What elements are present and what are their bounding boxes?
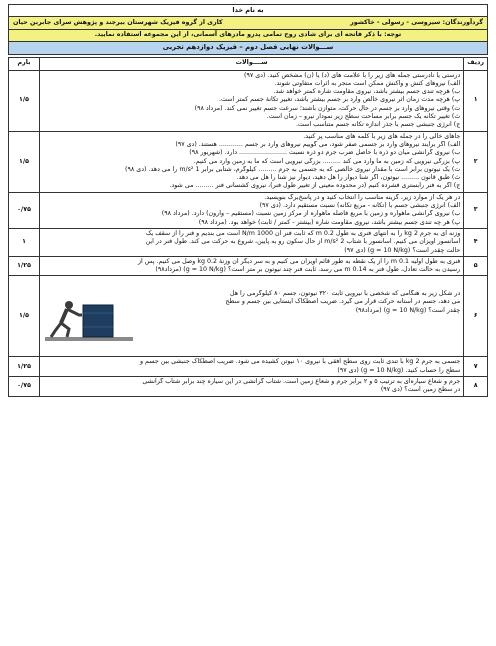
question-row-7 bbox=[9, 357, 488, 377]
question-row-6 bbox=[9, 276, 488, 357]
question-line: در سطح زمین است؟ (دی ۹۷) bbox=[380, 386, 461, 394]
question-line: جاهای خالی را در جمله های زیر با کلمه های مناسب پر کنید. bbox=[303, 132, 461, 140]
question-number: ۸ bbox=[464, 377, 488, 397]
question-line: ب) هرچه تندی جسم بیشتر باشد، نیروی مقاومت شاره کمتر خواهد شد. bbox=[273, 88, 461, 96]
question-line: در هر یک از موارد زیر، گزینه مناسب را انتخاب کنید و در پاسخ‌برگ بنویسید. bbox=[264, 193, 461, 201]
col-questions-header: ســــوالات bbox=[40, 57, 464, 70]
question-score: ۱/۵ bbox=[9, 131, 40, 192]
question-line: الف) انرژی جنبشی جسم با (تکانه - مربع تکانه) نسبت مستقیم دارد. (دی ۹۷) bbox=[259, 202, 461, 210]
question-number: ۵ bbox=[464, 256, 488, 276]
question-line: حالت چقدر است؟ (g = 10 N/kg) (دی ۹۷) bbox=[344, 246, 461, 254]
question-line: در شکل زیر به هنگامی که شخصی با نیرویی ثابت ۳۲۰ نیوتون، جسم ۸۰ کیلوگرمی را هل bbox=[229, 289, 461, 297]
question-line: ب) نیروی گرانشی میان دو ذره با حاصل ضرب جرم دو ذره نسبت ........................ دارد. (شهریور ۹۸) bbox=[189, 149, 461, 157]
question-line: درستی یا نادرستی جمله های زیر را با علامت های (د) یا (ن) مشخص کنید. (دی ۹۷) bbox=[244, 71, 461, 79]
question-number: ۲ bbox=[464, 131, 488, 192]
question-line: جسمی به جرم 2 kg با تندی ثابت روی سطح افقی با نیروی ۱۰ نیوتن کشیده می شود. ضریب اصطکاک جنبشی بین جسم و bbox=[139, 358, 461, 366]
question-number: ۳ bbox=[464, 192, 488, 228]
question-score: ۱/۵ bbox=[9, 276, 40, 357]
question-line: ث) تغییر تکانه یک جسم برابر مساحت سطح زیر نمودار نیرو – زمان است. bbox=[266, 113, 461, 121]
question-line: ج) انرژی جنبشی جسم با جذر اندازه تکانه جسم متناسب است. bbox=[295, 121, 461, 129]
question-line: جرم و شعاع سیاره‌ای به ترتیب ۵ و ۲ برابر جرم و شعاع زمین است. شتاب گرانشی در این سیاره چند برابر شتاب گرانشی bbox=[142, 378, 461, 386]
questions-table bbox=[8, 57, 488, 397]
question-score: ۰/۷۵ bbox=[9, 377, 40, 397]
table-header-row bbox=[9, 57, 488, 70]
person-pushing-box-figure bbox=[43, 291, 135, 343]
question-body bbox=[40, 256, 464, 276]
question-line: ب) نیروی گرانشی ماهواره و زمین با مربع فاصله ماهواره از مرکز زمین نسبت (مستقیم – وارون) دارد. (مرداد ۹۸) bbox=[161, 210, 461, 218]
question-line: الف) اگر برآیند نیروهای وارد بر جسمی صفر شود، می گوییم نیروهای وارد بر جسم ............ هستند. (دی ۹۷) bbox=[175, 140, 461, 148]
question-line: آسانسور آویزان می کنیم. آسانسور با شتاب 2 m/s² از حال سکون رو به پایین، شروع به حرکت می کند. طول فنر در این bbox=[145, 238, 461, 246]
question-row-4 bbox=[9, 228, 488, 256]
col-score-header: بارم bbox=[9, 57, 40, 70]
question-score: ۱/۲۵ bbox=[9, 256, 40, 276]
question-line: چقدر است؟ (g = 10 N/kg) (مرداد۹۸) bbox=[355, 306, 461, 314]
compilers-text: گردآورندگان: سیروسی - رسولی - خاکشور bbox=[350, 19, 483, 26]
question-score: ۱/۲۵ bbox=[9, 357, 40, 377]
question-body bbox=[40, 357, 464, 377]
notice-text: توجه: با ذکر فاتحه ای برای شادی روح تمامی پدرو مادرهای آسمانی، از این مجموعه استفاده نمایید. bbox=[9, 30, 487, 41]
question-line: ت) یک نیوتون برابر است با مقدار نیروی خالصی که به جسمی به جرم ......... کیلوگرم، شتابی برابر 1 m/s² را می دهد. (دی ۹۸) bbox=[125, 165, 461, 173]
question-row-1 bbox=[9, 70, 488, 131]
question-row-2 bbox=[9, 131, 488, 192]
question-line: ت) وقتی نیروهای وارد بر جسم در حال حرکت، متوازن باشند؛ سرعت جسم تغییر نمی کند. (مرداد ۹۸) bbox=[194, 104, 461, 112]
question-row-5 bbox=[9, 256, 488, 276]
question-body bbox=[40, 131, 464, 192]
question-number: ۴ bbox=[464, 228, 488, 256]
question-line: سطح را حساب کنید. (g = 10 N/kg) (دی ۹۷) bbox=[337, 366, 461, 374]
question-score: ۱ bbox=[9, 228, 40, 256]
credits-bar bbox=[9, 17, 487, 30]
question-body bbox=[40, 192, 464, 228]
question-line: رسیدن به حالت تعادل، طول فنر به 0.14 m می رسد. ثابت فنر چند نیوتون بر متر است؟ (g = 10 N/kg) (مرداد۹۸) bbox=[155, 266, 461, 274]
question-line: وزنه ای به جرم 2 kg را به انتهای فنری به طول 0.2 m که ثابت فنر آن 1000 N/m است می بندیم و فنر را از سقف یک bbox=[145, 229, 461, 237]
question-score: ۰/۷۵ bbox=[9, 192, 40, 228]
question-row-8 bbox=[9, 377, 488, 397]
question-body bbox=[40, 276, 464, 357]
push-illustration bbox=[43, 291, 135, 343]
question-line: الف) نیروهای کنش و واکنش ممکن است منجر به اثرات متفاوتی شوند. bbox=[274, 79, 461, 87]
question-number: ۱ bbox=[464, 70, 488, 131]
question-row-3 bbox=[9, 192, 488, 228]
question-line: پ) هرچه مدت زمان اثر نیروی خالص وارد بر جسم بیشتر باشد، تغییر تکانهٔ جسم کمتر است. bbox=[218, 96, 461, 104]
exam-title: ســـوالات نهایی فصل دوم – فیزیک دوازدهم تجربی bbox=[9, 42, 487, 54]
exam-page bbox=[8, 4, 488, 397]
question-score: ۱/۵ bbox=[9, 70, 40, 131]
question-number: ۶ bbox=[464, 276, 488, 357]
question-body bbox=[40, 70, 464, 131]
question-line: ث) طبق قانون ......... نیوتون، اگر شنا دیوار را هل دهید، دیوار نیز شنا را هل می دهد. bbox=[236, 174, 461, 182]
basmala: به نام خدا bbox=[9, 5, 487, 17]
question-body bbox=[40, 228, 464, 256]
group-text: کاری از گروه فیزیک شهرستان بیرجند و پژوهش سرای جابربن حیان bbox=[13, 19, 223, 26]
question-line: پ) هر چه تندی جسم بیشتر باشد، نیروی مقاومت شاره (بیشتر - کمتر / ثابت) خواهد بود. (مرداد ۹۸) bbox=[198, 218, 461, 226]
question-body bbox=[40, 377, 464, 397]
question-line: ج) اگر به فنر رابستری فشرده کنیم (در محدوده معینی از تغییر طول فنر)، نیروی کشسانی فنر ......... می شود. bbox=[169, 182, 461, 190]
exam-header bbox=[8, 4, 488, 55]
col-row-header: ردیف bbox=[464, 57, 488, 70]
question-number: ۷ bbox=[464, 357, 488, 377]
question-line: می دهد، جسم در آستانه حرکت قرار می گیرد. ضریب اصطکاک ایستایی بین جسم و سطح bbox=[225, 298, 461, 306]
question-line: فنری به طول اولیه 0.1 m را از یک نقطه به طور قائم آویزان می کنیم و به سر دیگر آن وزنهٔ 0.2 kg وصل می کنیم. پس از bbox=[137, 257, 461, 265]
question-line: پ) بزرگی نیرویی که زمین به ما وارد می کند ......... بزرگی نیرویی است که ما به زمین وارد می کنیم. bbox=[193, 157, 461, 165]
